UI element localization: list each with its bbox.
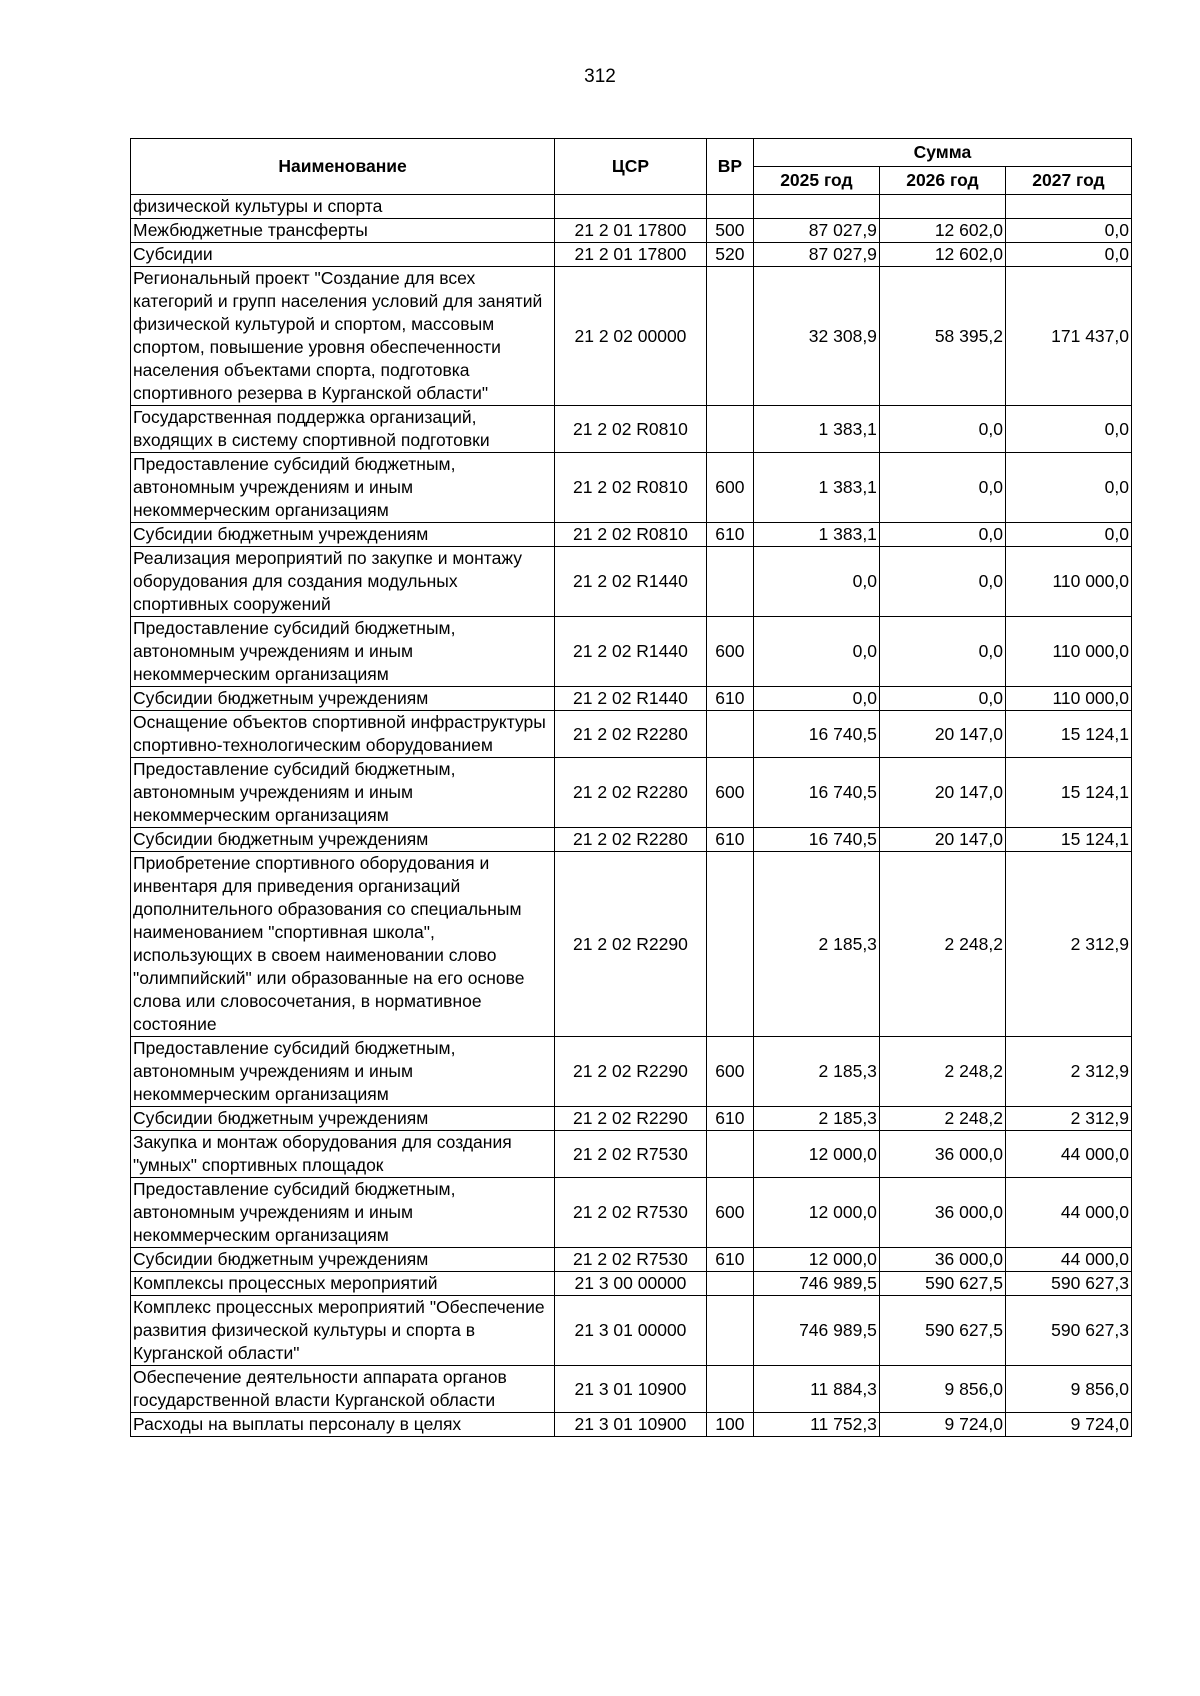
- cell-2027: 110 000,0: [1005, 547, 1131, 617]
- budget-table: [130, 138, 1132, 1437]
- cell-name: Предоставление субсидий бюджетным, автономным учреждениям и иным некоммерческим организациям: [131, 1178, 555, 1248]
- cell-name: Приобретение спортивного оборудования и инвентаря для приведения организаций дополнительного образования со специальным наименованием "спортивная школа", использующих в своем наименовании слово "олимпийский" или образованные на его основе слова или словосочетания, в нормативное состояние: [131, 852, 555, 1037]
- cell-csr: 21 2 02 R1440: [555, 617, 707, 687]
- cell-name: Региональный проект "Создание для всех категорий и групп населения условий для занятий физической культурой и спортом, массовым спортом, повышение уровня обеспеченности населения объектами спорта, подготовка спортивного резерва в Курганской области": [131, 267, 555, 406]
- cell-name: Субсидии: [131, 243, 555, 267]
- cell-2025: 0,0: [753, 547, 879, 617]
- cell-vr: 610: [706, 687, 753, 711]
- cell-vr: 600: [706, 1037, 753, 1107]
- cell-csr: 21 2 02 R7530: [555, 1178, 707, 1248]
- cell-name: Предоставление субсидий бюджетным, автономным учреждениям и иным некоммерческим организациям: [131, 453, 555, 523]
- cell-2027: 2 312,9: [1005, 852, 1131, 1037]
- cell-2027: 2 312,9: [1005, 1107, 1131, 1131]
- cell-name: Межбюджетные трансферты: [131, 219, 555, 243]
- cell-2027: 0,0: [1005, 219, 1131, 243]
- cell-vr: 600: [706, 758, 753, 828]
- cell-2025: 12 000,0: [753, 1131, 879, 1178]
- cell-2025: [753, 195, 879, 219]
- table-row: [131, 453, 1132, 523]
- cell-2025: 1 383,1: [753, 523, 879, 547]
- cell-name: Предоставление субсидий бюджетным, автономным учреждениям и иным некоммерческим организациям: [131, 1037, 555, 1107]
- cell-2026: 9 856,0: [879, 1366, 1005, 1413]
- table-row: [131, 406, 1132, 453]
- table-row: [131, 219, 1132, 243]
- cell-2027: 15 124,1: [1005, 828, 1131, 852]
- cell-2026: 20 147,0: [879, 711, 1005, 758]
- cell-vr: [706, 1272, 753, 1296]
- cell-2027: 0,0: [1005, 453, 1131, 523]
- cell-2027: 0,0: [1005, 406, 1131, 453]
- table-row: [131, 1037, 1132, 1107]
- cell-2025: 11 752,3: [753, 1413, 879, 1437]
- page-number: 312: [584, 66, 616, 87]
- cell-2025: 1 383,1: [753, 453, 879, 523]
- table-row: [131, 195, 1132, 219]
- cell-2025: 2 185,3: [753, 1037, 879, 1107]
- cell-csr: 21 2 02 R2290: [555, 852, 707, 1037]
- cell-vr: 600: [706, 617, 753, 687]
- table-row: [131, 523, 1132, 547]
- cell-name: Государственная поддержка организаций, входящих в систему спортивной подготовки: [131, 406, 555, 453]
- cell-csr: 21 2 02 R2280: [555, 711, 707, 758]
- cell-2026: 590 627,5: [879, 1296, 1005, 1366]
- cell-name: Оснащение объектов спортивной инфраструктуры спортивно-технологическим оборудованием: [131, 711, 555, 758]
- cell-2025: 2 185,3: [753, 852, 879, 1037]
- cell-csr: 21 2 02 00000: [555, 267, 707, 406]
- table-row: [131, 1272, 1132, 1296]
- cell-2027: 15 124,1: [1005, 758, 1131, 828]
- header-year-2026: 2026 год: [879, 167, 1005, 195]
- table-row: [131, 828, 1132, 852]
- cell-2025: 32 308,9: [753, 267, 879, 406]
- cell-2026: 36 000,0: [879, 1131, 1005, 1178]
- cell-csr: 21 2 02 R1440: [555, 547, 707, 617]
- cell-name: Субсидии бюджетным учреждениям: [131, 1107, 555, 1131]
- cell-name: Комплекс процессных мероприятий "Обеспечение развития физической культуры и спорта в Курганской области": [131, 1296, 555, 1366]
- table-row: [131, 1248, 1132, 1272]
- cell-csr: 21 2 02 R2280: [555, 828, 707, 852]
- cell-2025: 16 740,5: [753, 828, 879, 852]
- table-row: [131, 758, 1132, 828]
- table-row: [131, 711, 1132, 758]
- cell-2027: 0,0: [1005, 523, 1131, 547]
- cell-name: Субсидии бюджетным учреждениям: [131, 687, 555, 711]
- cell-vr: [706, 1366, 753, 1413]
- cell-csr: 21 2 02 R0810: [555, 406, 707, 453]
- cell-csr: 21 2 02 R0810: [555, 453, 707, 523]
- table-row: [131, 1366, 1132, 1413]
- cell-name: Субсидии бюджетным учреждениям: [131, 828, 555, 852]
- cell-2025: 0,0: [753, 687, 879, 711]
- cell-2027: 44 000,0: [1005, 1248, 1131, 1272]
- cell-2026: 58 395,2: [879, 267, 1005, 406]
- cell-2026: 36 000,0: [879, 1178, 1005, 1248]
- cell-name: Предоставление субсидий бюджетным, автономным учреждениям и иным некоммерческим организациям: [131, 758, 555, 828]
- cell-2025: 87 027,9: [753, 219, 879, 243]
- cell-vr: [706, 267, 753, 406]
- table-row: [131, 1131, 1132, 1178]
- table-body: [131, 195, 1132, 1437]
- cell-2025: 1 383,1: [753, 406, 879, 453]
- cell-csr: 21 2 02 R0810: [555, 523, 707, 547]
- cell-2027: 110 000,0: [1005, 617, 1131, 687]
- table-row: [131, 1296, 1132, 1366]
- cell-2025: 11 884,3: [753, 1366, 879, 1413]
- cell-2027: 171 437,0: [1005, 267, 1131, 406]
- cell-2026: 2 248,2: [879, 852, 1005, 1037]
- cell-2026: 0,0: [879, 547, 1005, 617]
- cell-2026: 590 627,5: [879, 1272, 1005, 1296]
- cell-vr: 610: [706, 523, 753, 547]
- cell-vr: [706, 1131, 753, 1178]
- cell-2025: 0,0: [753, 617, 879, 687]
- cell-vr: [706, 406, 753, 453]
- cell-2026: 12 602,0: [879, 219, 1005, 243]
- cell-name: Комплексы процессных мероприятий: [131, 1272, 555, 1296]
- cell-vr: [706, 852, 753, 1037]
- cell-csr: 21 2 02 R2290: [555, 1107, 707, 1131]
- cell-2026: 0,0: [879, 617, 1005, 687]
- table-row: [131, 1107, 1132, 1131]
- table-row: [131, 547, 1132, 617]
- cell-csr: 21 3 00 00000: [555, 1272, 707, 1296]
- cell-vr: 610: [706, 1248, 753, 1272]
- header-year-2025: 2025 год: [753, 167, 879, 195]
- cell-2025: 16 740,5: [753, 758, 879, 828]
- header-sum: Сумма: [753, 139, 1131, 167]
- table-row: [131, 687, 1132, 711]
- cell-2027: 590 627,3: [1005, 1272, 1131, 1296]
- table-row: [131, 852, 1132, 1037]
- cell-name: Субсидии бюджетным учреждениям: [131, 1248, 555, 1272]
- table-header: [131, 139, 1132, 195]
- cell-name: Предоставление субсидий бюджетным, автономным учреждениям и иным некоммерческим организациям: [131, 617, 555, 687]
- cell-2027: 44 000,0: [1005, 1178, 1131, 1248]
- cell-csr: [555, 195, 707, 219]
- cell-csr: 21 2 01 17800: [555, 243, 707, 267]
- table-row: [131, 617, 1132, 687]
- cell-vr: [706, 547, 753, 617]
- cell-2026: 0,0: [879, 687, 1005, 711]
- cell-2025: 746 989,5: [753, 1272, 879, 1296]
- cell-2026: 36 000,0: [879, 1248, 1005, 1272]
- cell-vr: 500: [706, 219, 753, 243]
- cell-2027: 110 000,0: [1005, 687, 1131, 711]
- table-row: [131, 1413, 1132, 1437]
- cell-vr: 100: [706, 1413, 753, 1437]
- cell-2027: 15 124,1: [1005, 711, 1131, 758]
- cell-vr: [706, 1296, 753, 1366]
- cell-2025: 16 740,5: [753, 711, 879, 758]
- cell-2026: 0,0: [879, 453, 1005, 523]
- cell-csr: 21 2 01 17800: [555, 219, 707, 243]
- cell-2026: 2 248,2: [879, 1037, 1005, 1107]
- cell-2025: 2 185,3: [753, 1107, 879, 1131]
- cell-2025: 87 027,9: [753, 243, 879, 267]
- cell-csr: 21 2 02 R7530: [555, 1131, 707, 1178]
- cell-2026: 12 602,0: [879, 243, 1005, 267]
- cell-csr: 21 3 01 00000: [555, 1296, 707, 1366]
- cell-2025: 12 000,0: [753, 1248, 879, 1272]
- cell-csr: 21 3 01 10900: [555, 1366, 707, 1413]
- cell-csr: 21 2 02 R2280: [555, 758, 707, 828]
- cell-2027: 0,0: [1005, 243, 1131, 267]
- cell-vr: [706, 711, 753, 758]
- cell-2027: 9 856,0: [1005, 1366, 1131, 1413]
- cell-name: Субсидии бюджетным учреждениям: [131, 523, 555, 547]
- cell-vr: 600: [706, 453, 753, 523]
- cell-vr: 610: [706, 828, 753, 852]
- cell-2025: 746 989,5: [753, 1296, 879, 1366]
- cell-csr: 21 3 01 10900: [555, 1413, 707, 1437]
- table-row: [131, 1178, 1132, 1248]
- cell-2026: [879, 195, 1005, 219]
- cell-2027: 590 627,3: [1005, 1296, 1131, 1366]
- cell-csr: 21 2 02 R7530: [555, 1248, 707, 1272]
- header-csr: ЦСР: [555, 139, 707, 195]
- cell-2027: 2 312,9: [1005, 1037, 1131, 1107]
- cell-vr: 520: [706, 243, 753, 267]
- cell-2027: 9 724,0: [1005, 1413, 1131, 1437]
- table-row: [131, 243, 1132, 267]
- header-vr: ВР: [706, 139, 753, 195]
- cell-2026: 20 147,0: [879, 758, 1005, 828]
- cell-2025: 12 000,0: [753, 1178, 879, 1248]
- cell-vr: [706, 195, 753, 219]
- cell-csr: 21 2 02 R1440: [555, 687, 707, 711]
- cell-vr: 600: [706, 1178, 753, 1248]
- cell-name: Реализация мероприятий по закупке и монтажу оборудования для создания модульных спортивных сооружений: [131, 547, 555, 617]
- cell-2026: 0,0: [879, 523, 1005, 547]
- cell-name: Обеспечение деятельности аппарата органов государственной власти Курганской области: [131, 1366, 555, 1413]
- cell-name: Закупка и монтаж оборудования для создания "умных" спортивных площадок: [131, 1131, 555, 1178]
- cell-2026: 9 724,0: [879, 1413, 1005, 1437]
- cell-2027: 44 000,0: [1005, 1131, 1131, 1178]
- table-row: [131, 267, 1132, 406]
- cell-2026: 0,0: [879, 406, 1005, 453]
- header-name: Наименование: [131, 139, 555, 195]
- cell-name: Расходы на выплаты персоналу в целях: [131, 1413, 555, 1437]
- cell-name: физической культуры и спорта: [131, 195, 555, 219]
- cell-2026: 20 147,0: [879, 828, 1005, 852]
- cell-2026: 2 248,2: [879, 1107, 1005, 1131]
- cell-2027: [1005, 195, 1131, 219]
- cell-vr: 610: [706, 1107, 753, 1131]
- cell-csr: 21 2 02 R2290: [555, 1037, 707, 1107]
- header-year-2027: 2027 год: [1005, 167, 1131, 195]
